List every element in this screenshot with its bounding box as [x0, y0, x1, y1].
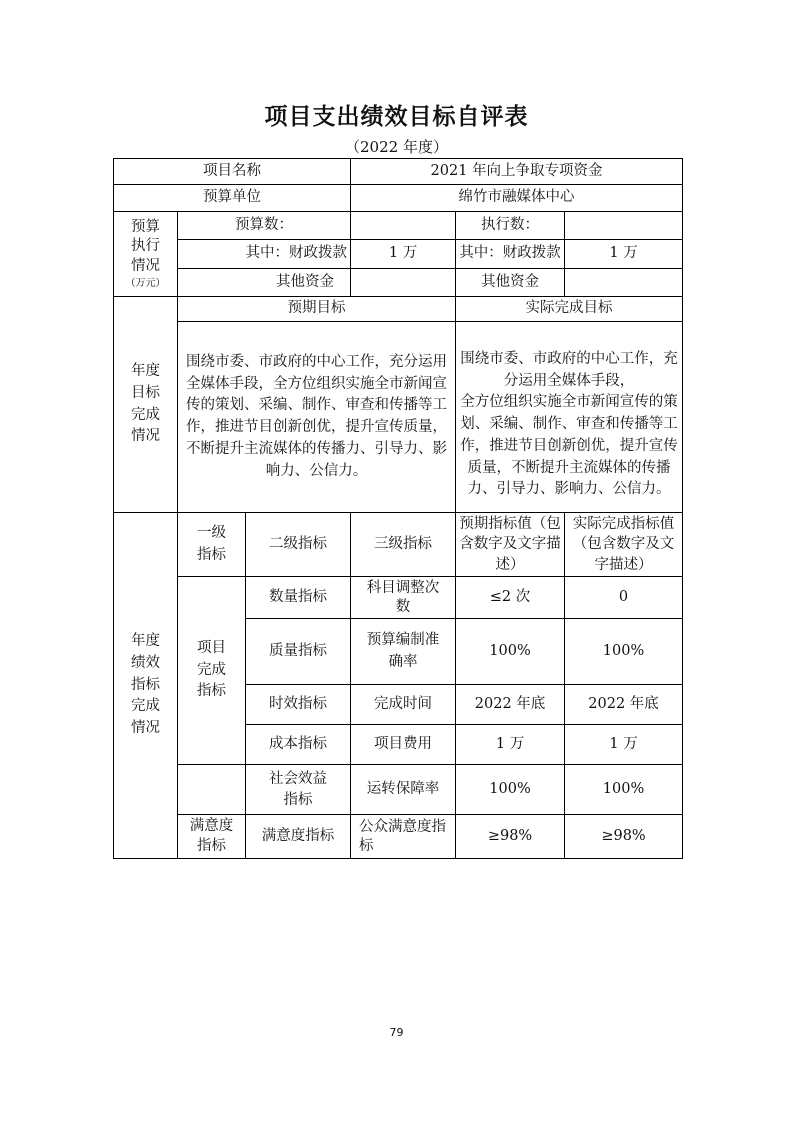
table-row-level2: 成本指标	[246, 725, 351, 765]
header-level1: 一级指标	[178, 513, 246, 577]
indicators-row-label: 年度 绩效 指标 完成 情况	[114, 513, 178, 859]
table-row-level3: 项目费用	[351, 725, 456, 765]
performance-table	[113, 158, 683, 859]
table-row-actual: 2022 年底	[565, 685, 683, 725]
exec-amount-value	[565, 212, 683, 240]
table-row-actual: 100%	[565, 619, 683, 685]
project-name-label: 项目名称	[114, 159, 351, 185]
fiscal-allocation-label: 其中：财政拨款	[178, 240, 351, 269]
fiscal-allocation-budget: 1 万	[351, 240, 456, 269]
header-expected: 预期指标值（包含数字及文字描述）	[456, 513, 565, 577]
table-row-level3: 运转保障率	[351, 765, 456, 815]
group-project-completion: 项目完成指标	[178, 577, 246, 765]
table-row-level3: 完成时间	[351, 685, 456, 725]
actual-goal-header: 实际完成目标	[456, 297, 683, 322]
table-row-expected: ≤2 次	[456, 577, 565, 619]
group-social-empty	[178, 765, 246, 815]
budget-exec-row-label: 预算 执行 情况 （万元）	[114, 212, 178, 297]
table-row-level2: 满意度指标	[246, 815, 351, 859]
table-row-expected: 2022 年底	[456, 685, 565, 725]
page-number: 79	[389, 1026, 404, 1039]
table-row-level2: 时效指标	[246, 685, 351, 725]
other-funds-exec	[565, 269, 683, 297]
actual-goal-text: 围绕市委、市政府的中心工作，充分运用全媒体手段， 全方位组织实施全市新闻宣传的策划、采编、制作、审查和传播等工作，推进节目创新创优，提升宣传质量，不断提升主流媒体的传播力、引导力、影响力、公信力。	[456, 322, 683, 513]
other-funds-budget	[351, 269, 456, 297]
exec-amount-label: 执行数：	[456, 212, 565, 240]
page-title: 项目支出绩效目标自评表	[264, 104, 529, 130]
fiscal-allocation-exec: 1 万	[565, 240, 683, 269]
table-row-level2: 社会效益指标	[246, 765, 351, 815]
header-level3: 三级指标	[351, 513, 456, 577]
budget-amount-label: 预算数：	[178, 212, 351, 240]
table-row-expected: 100%	[456, 619, 565, 685]
report-year: （2022 年度）	[345, 138, 448, 156]
table-row-level3: 预算编制准确率	[351, 619, 456, 685]
table-row-actual: 100%	[565, 765, 683, 815]
header-actual: 实际完成指标值（包含数字及文字描述）	[565, 513, 683, 577]
table-row-level2: 数量指标	[246, 577, 351, 619]
table-row-level3: 公众满意度指标	[351, 815, 456, 859]
annual-goal-row-label: 年度 目标 完成 情况	[114, 297, 178, 513]
table-row-expected: ≥98%	[456, 815, 565, 859]
table-row-level2: 质量指标	[246, 619, 351, 685]
other-funds-exec-label: 其他资金	[456, 269, 565, 297]
fiscal-allocation-exec-label: 其中：财政拨款	[456, 240, 565, 269]
expected-goal-text: 围绕市委、市政府的中心工作，充分运用全媒体手段，全方位组织实施全市新闻宣传的策划、采编、制作、审查和传播等工作，推进节目创新创优，提升宣传质量，不断提升主流媒体的传播力、引导力、影响力、公信力。	[178, 322, 456, 513]
project-name-value: 2021 年向上争取专项资金	[351, 159, 683, 185]
expected-goal-header: 预期目标	[178, 297, 456, 322]
table-row-expected: 1 万	[456, 725, 565, 765]
other-funds-label: 其他资金	[178, 269, 351, 297]
budget-amount-value	[351, 212, 456, 240]
group-satisfaction: 满意度指标	[178, 815, 246, 859]
table-row-expected: 100%	[456, 765, 565, 815]
budget-unit-value: 绵竹市融媒体中心	[351, 185, 683, 212]
table-row-actual: 0	[565, 577, 683, 619]
table-row-actual: 1 万	[565, 725, 683, 765]
table-row-actual: ≥98%	[565, 815, 683, 859]
budget-unit-label: 预算单位	[114, 185, 351, 212]
table-row-level3: 科目调整次数	[351, 577, 456, 619]
header-level2: 二级指标	[246, 513, 351, 577]
